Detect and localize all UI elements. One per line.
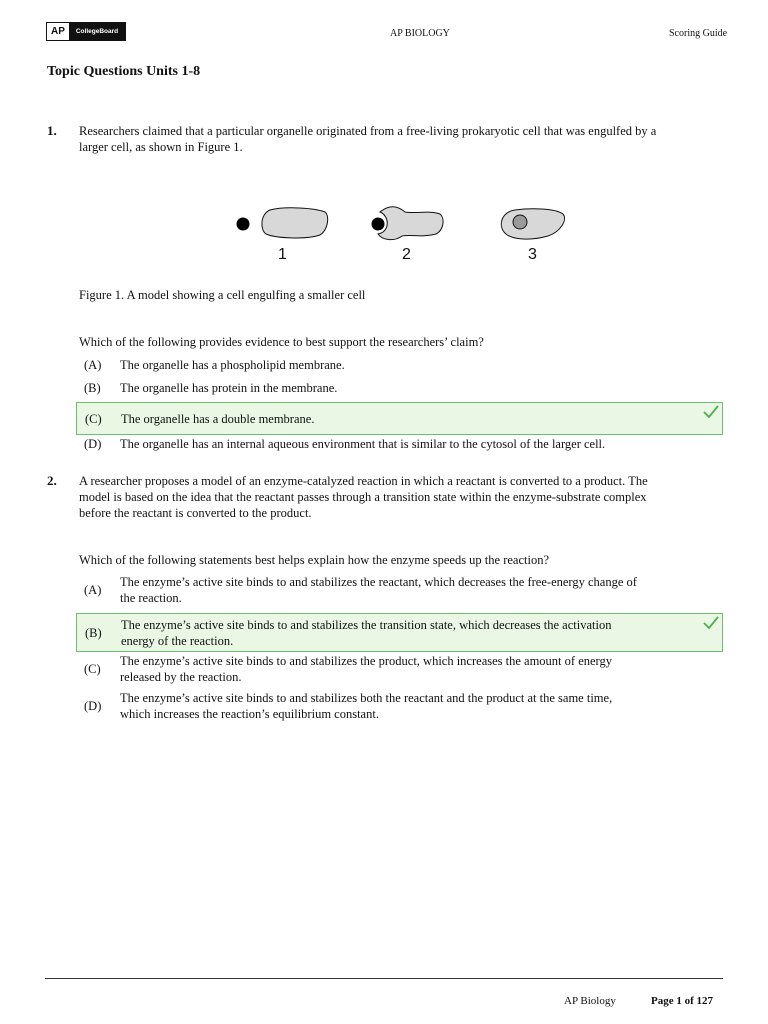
option-text-line1: The enzyme’s active site binds to and stabilizes the reactant, which decreases the free-energy change of — [120, 575, 637, 589]
option-letter: (A) — [84, 583, 102, 597]
figure-label-3: 3 — [528, 246, 537, 263]
large-cell-stage-3 — [501, 209, 564, 239]
option-text: The organelle has an internal aqueous environment that is similar to the cytosol of the larger cell. — [120, 437, 606, 451]
question-1-option-b[interactable] — [76, 379, 723, 397]
question-2-prompt-line1: A researcher proposes a model of an enzyme-catalyzed reaction in which a reactant is converted to a product. The — [79, 474, 648, 488]
option-letter: (D) — [84, 699, 102, 713]
figure-1-caption: Figure 1. A model showing a cell engulfing a smaller cell — [79, 288, 366, 302]
figure-label-1: 1 — [278, 246, 287, 263]
internal-organelle-stage-3 — [513, 215, 527, 229]
question-1-stem: Which of the following provides evidence to best support the researchers’ claim? — [79, 335, 484, 349]
header-doc-type: Scoring Guide — [669, 28, 728, 39]
footer-page-number: Page 1 of 127 — [651, 995, 714, 1007]
figure-1-engulfing-model — [230, 198, 570, 273]
figure-label-2: 2 — [402, 246, 411, 263]
option-text — [121, 617, 722, 649]
option-text — [120, 690, 723, 722]
ap-collegeboard-logo — [46, 22, 126, 41]
option-letter: (C) — [85, 411, 102, 426]
question-2-prompt-line2: model is based on the idea that the reactant passes through a transition state within the enzyme-substrate complex — [79, 490, 647, 504]
large-cell-stage-2 — [378, 207, 443, 240]
question-1-option-a[interactable] — [76, 356, 723, 374]
question-2-number: 2. — [47, 473, 57, 488]
checkmark-icon — [702, 615, 720, 631]
option-text-line1: The enzyme’s active site binds to and stabilizes both the reactant and the product at the same time, — [120, 691, 613, 705]
question-2-option-d[interactable] — [76, 690, 723, 722]
question-2-option-a[interactable] — [76, 574, 723, 606]
option-text-line1: The enzyme’s active site binds to and stabilizes the product, which increases the amount of energy — [120, 654, 612, 668]
footer-divider — [45, 978, 723, 979]
option-text — [120, 574, 723, 606]
option-text-line2: which increases the reaction’s equilibrium constant. — [120, 707, 379, 721]
question-1-option-c-correct[interactable] — [76, 402, 723, 435]
question-2-stem: Which of the following statements best helps explain how the enzyme speeds up the reaction? — [79, 553, 550, 567]
option-text: The organelle has a phospholipid membrane. — [120, 358, 345, 372]
header-subject: AP BIOLOGY — [390, 28, 450, 39]
footer-subject: AP Biology — [564, 995, 616, 1007]
question-2-prompt-line3: before the reactant is converted to the product. — [79, 506, 312, 520]
question-1-prompt-line1: Researchers claimed that a particular organelle originated from a free-living prokaryotic cell that was engulfed by a — [79, 124, 657, 138]
option-letter: (B) — [85, 625, 102, 640]
option-letter: (A) — [84, 358, 102, 372]
checkmark-icon — [702, 404, 720, 420]
option-letter: (C) — [84, 662, 101, 676]
question-2-option-c[interactable] — [76, 653, 723, 685]
option-text: The organelle has protein in the membrane. — [120, 381, 338, 395]
logo-collegeboard-text: CollegeBoard — [69, 23, 125, 40]
question-2-option-b-correct[interactable] — [76, 613, 723, 652]
option-letter: (D) — [84, 437, 102, 451]
page-title: Topic Questions Units 1-8 — [47, 64, 201, 79]
small-cell-stage-2 — [372, 218, 385, 231]
question-1-option-d[interactable] — [76, 435, 723, 453]
option-text-line2: energy of the reaction. — [121, 633, 234, 648]
option-letter: (B) — [84, 381, 101, 395]
option-text-line1: The enzyme’s active site binds to and stabilizes the transition state, which decreases the activation — [121, 617, 612, 632]
logo-ap-text: AP — [47, 23, 69, 40]
question-1-prompt-line2: larger cell, as shown in Figure 1. — [79, 140, 243, 154]
option-text-line2: the reaction. — [120, 591, 182, 605]
option-text — [120, 653, 723, 685]
small-cell-stage-1 — [237, 218, 250, 231]
option-text-line2: released by the reaction. — [120, 670, 242, 684]
option-text: The organelle has a double membrane. — [121, 411, 315, 426]
question-1-number: 1. — [47, 123, 57, 138]
large-cell-stage-1 — [262, 208, 328, 238]
